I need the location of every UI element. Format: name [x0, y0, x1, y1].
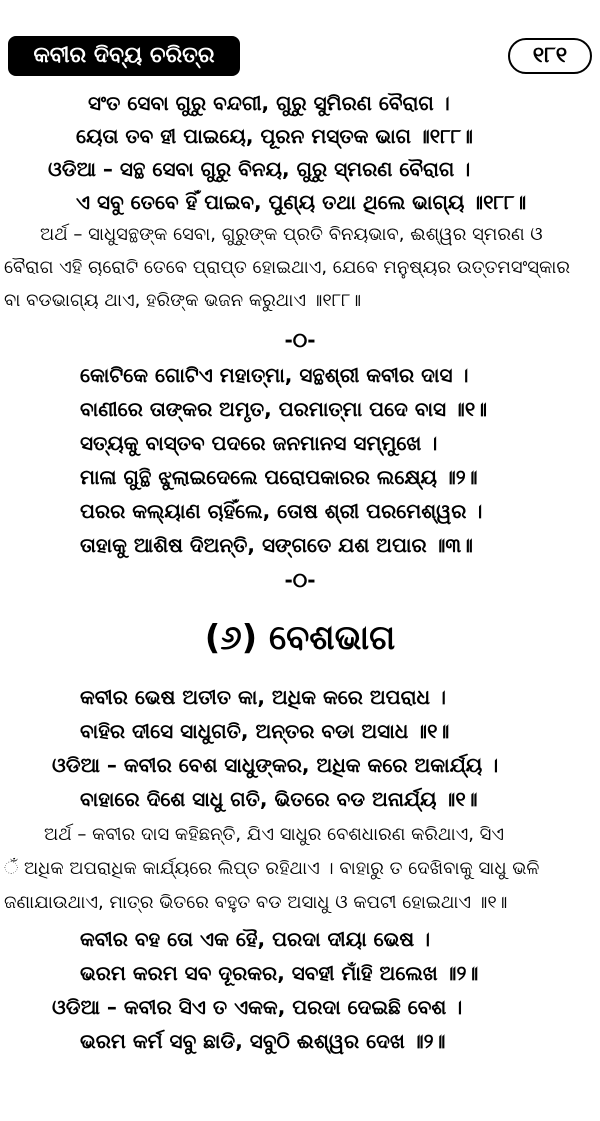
odia-verse-line: ବାହାରେ ଦିଶେ ସାଧୁ ଗତି, ଭିତରେ ବଡ ଅନାର୍ଯ୍ୟ ॥୧॥	[80, 787, 478, 811]
meaning-line: ଅର୍ଥ – ସାଧୁସନ୍ଥଙ୍କ ସେବା, ଗୁରୁଙ୍କ ପ୍ରତି ବିନୟଭାବ, ଈଶ୍ୱର ସ୍ମରଣ ଓ	[40, 224, 543, 245]
page-number: ୧୮୧	[508, 38, 592, 74]
odia-verse-line: ଓଡିଆ – କବୀର ସିଏ ତ ଏକକ, ପରଦା ଦେଇଛି ବେଶ ।	[52, 995, 463, 1019]
odia-verse-line: ଓଡିଆ – ସନ୍ଥ ସେବା ଗୁରୁ ବିନୟ, ଗୁରୁ ସ୍ମରଣ ବୈରାଗ ।	[48, 157, 471, 181]
verse-line: ବାହିର ଦୀସେ ସାଧୁଗତି, ଅନ୍ତର ବଡା ଅସାଧ ॥୧॥	[80, 719, 450, 743]
verse-line: ଭରମ କରମ ସବ ଦୂରକର, ସବହୀ ମାଁହି ଅଲେଖ ॥୨॥	[80, 961, 479, 985]
poem-line: କୋଟିକେ ଗୋଟିଏ ମହାତ୍ମା, ସନ୍ଥଶ୍ରୀ କବୀର ଦାସ ।	[80, 363, 469, 387]
book-title: କବୀର ଦିବ୍ୟ ଚରିତ୍ର	[8, 36, 240, 76]
meaning-line: ଁ ଅଧିକ ଅପରାଧିକ କାର୍ଯ୍ୟରେ ଲିପ୍ତ ରହିଥାଏ । ବାହାରୁ ତ ଦେଖିବାକୁ ସାଧୁ ଭଳି	[4, 858, 540, 879]
poem-line: ତାହାକୁ ଆଶିଷ ଦିଅନ୍ତି, ସଙ୍ଗତେ ଯଶ ଅପାର ॥୩॥	[80, 533, 473, 557]
odia-verse-line: ଭରମ କର୍ମ ସବୁ ଛାଡି, ସବୁଠି ଈଶ୍ୱର ଦେଖ ॥୨॥	[80, 1029, 446, 1053]
section-divider: -୦-	[284, 568, 316, 592]
poem-line: ପରର କଲ୍ୟାଣ ଚାହିଁଲେ, ତୋଷ ଶ୍ରୀ ପରମେଶ୍ୱର ।	[80, 499, 483, 523]
section-title: (୬) ବେଶଭାଗ	[204, 618, 396, 658]
meaning-line: ଜଣାଯାଉଥାଏ, ମାତ୍ର ଭିତରେ ବହୁତ ବଡ ଅସାଧୁ ଓ କପଟୀ ହୋଇଥାଏ ॥୧॥	[4, 892, 508, 913]
poem-line: ମାଳା ଗୁନ୍ଥି ଝୁଲାଇଦେଲେ ପରୋପକାରର ଲକ୍ଷ୍ୟେ ॥୨॥	[80, 465, 478, 489]
verse-line: କବୀର ବହ ତୋ ଏକ ହୈ, ପରଦା ଦୀୟା ଭେଷ ।	[80, 927, 431, 951]
odia-verse-line: ଏ ସବୁ ତେବେ ହିଁ ପାଇବ, ପୁଣ୍ୟ ତଥା ଥିଲେ ଭାଗ୍ୟ ॥୧୮୮॥	[76, 190, 527, 214]
meaning-line: ବୈରାଗ ଏହି ଚାରୋଟି ତେବେ ପ୍ରାପ୍ତ ହୋଇଥାଏ, ଯେବେ ମନୁଷ୍ୟର ଉତ୍ତମସଂସ୍କାର	[4, 257, 571, 278]
poem-line: ବାଣୀରେ ତାଙ୍କର ଅମୃତ, ପରମାତ୍ମା ପଦେ ବାସ ॥୧॥	[80, 397, 488, 421]
verse-line: ସଂତ ସେବା ଗୁରୁ ବନ୍ଦଗୀ, ଗୁରୁ ସୁମିରଣ ବୈରାଗ ।	[88, 91, 450, 115]
odia-verse-line: ଓଡିଆ – କବୀର ବେଶ ସାଧୁଙ୍କର, ଅଧିକ କରେ ଅକାର୍ଯ୍ୟ ।	[52, 753, 499, 777]
verse-line: କବୀର ଭେଷ ଅତୀତ କା, ଅଧିକ କରେ ଅପରାଧ ।	[80, 685, 447, 709]
meaning-line: ଅର୍ଥ – କବୀର ଦାସ କହିଛନ୍ତି, ଯିଏ ସାଧୁର ବେଶଧାରଣ କରିଥାଏ, ସିଏ	[44, 824, 505, 845]
section-divider: -୦-	[284, 328, 316, 352]
meaning-line: ବା ବଡଭାଗ୍ୟ ଥାଏ, ହରିଙ୍କ ଭଜନ କରୁଥାଏ ॥୧୮୮॥	[4, 290, 362, 311]
poem-line: ସତ୍ୟକୁ ବାସ୍ତବ ପଦରେ ଜନମାନସ ସମ୍ମୁଖେ ।	[80, 431, 438, 455]
verse-line: ୟେତା ତବ ହୀ ପାଇୟେ, ପୂରନ ମସ୍ତକ ଭାଗ ॥୧୮୮॥	[76, 124, 473, 148]
page-header	[8, 36, 592, 76]
